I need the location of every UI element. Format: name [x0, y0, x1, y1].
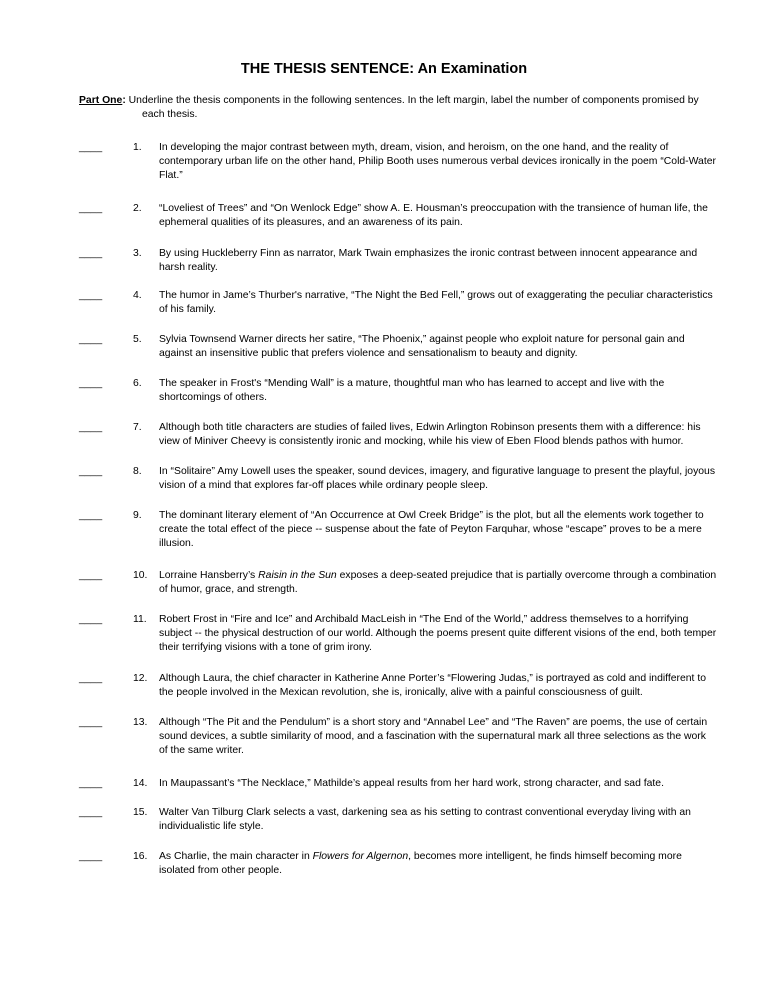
item-number: 8. — [133, 466, 142, 477]
answer-blank[interactable]: ____ — [79, 717, 103, 728]
thesis-sentence — [159, 613, 717, 655]
thesis-sentence — [159, 777, 717, 791]
answer-blank[interactable]: ____ — [79, 570, 103, 581]
sentence-text: “Loveliest of Trees” and “On Wenlock Edge” show A. E. Housman’s preoccupation with the transience of human life, the ephemeral qualities of its pleasures, and an awareness of its pain. — [159, 203, 708, 228]
item-number: 13. — [133, 717, 148, 728]
item-number: 2. — [133, 203, 142, 214]
answer-blank[interactable]: ____ — [79, 142, 103, 153]
thesis-sentence — [159, 672, 717, 700]
sentence-text: As Charlie, the main character in — [159, 851, 313, 862]
thesis-sentence — [159, 716, 717, 758]
item-number: 12. — [133, 673, 148, 684]
sentence-text: The speaker in Frost's “Mending Wall” is a mature, thoughtful man who has learned to accept and live with the shortcomings of others. — [159, 378, 665, 403]
sentence-text: In Maupassant’s “The Necklace,” Mathilde’s appeal results from her hard work, strong character, and sad fate. — [159, 778, 664, 789]
sentence-text-continued: exposes a deep-seated prejudice that is partially overcome through a combination of humor, grace, and strength. — [159, 570, 717, 595]
sentence-text: Although “The Pit and the Pendulum” is a short story and “Annabel Lee” and “The Raven” are poems, the use of certain sound devices, a subtle similarity of mood, and a fascination with the supernatural mark all three selections as the work of the same writer. — [159, 717, 708, 756]
part-label: Part One — [79, 95, 123, 106]
sentence-text: Sylvia Townsend Warner directs her satire, “The Phoenix,” against people who exploit nature for personal gain and against an insensitive public that prefers violence and sensationalism to beauty and dignity. — [159, 334, 685, 359]
answer-blank[interactable]: ____ — [79, 334, 103, 345]
answer-blank[interactable]: ____ — [79, 510, 103, 521]
answer-blank[interactable]: ____ — [79, 778, 103, 789]
item-number: 9. — [133, 510, 142, 521]
thesis-sentence — [159, 141, 717, 183]
sentence-text: Walter Van Tilburg Clark selects a vast, darkening sea as his setting to contrast conventional everyday living with an individualistic life style. — [159, 807, 691, 832]
answer-blank[interactable]: ____ — [79, 673, 103, 684]
answer-blank[interactable]: ____ — [79, 422, 103, 433]
instructions-line-2: each thesis. — [142, 109, 198, 120]
thesis-sentence — [159, 421, 717, 449]
thesis-sentence — [159, 377, 717, 405]
item-number: 3. — [133, 248, 142, 259]
thesis-sentence — [159, 509, 717, 551]
item-number: 11. — [133, 614, 147, 625]
part-one-instructions — [79, 94, 719, 122]
answer-blank[interactable]: ____ — [79, 248, 103, 259]
instructions-line-1: Underline the thesis components in the following sentences. In the left margin, label the number of components promised by — [125, 95, 699, 106]
sentence-text: In “Solitaire” Amy Lowell uses the speaker, sound devices, imagery, and figurative language to present the playful, joyous vision of a mind that explores far-off places while ordinary people sleep. — [159, 466, 716, 491]
thesis-sentence — [159, 333, 717, 361]
sentence-text: By using Huckleberry Finn as narrator, Mark Twain emphasizes the ironic contrast between innocent appearance and harsh reality. — [159, 248, 698, 273]
thesis-sentence — [159, 202, 717, 230]
answer-blank[interactable]: ____ — [79, 807, 103, 818]
sentence-text: Although both title characters are studies of failed lives, Edwin Arlington Robinson presents them with a difference: his view of Miniver Cheevy is consistently ironic and mocking, while his view of Eben Flood blends pathos with humor. — [159, 422, 701, 447]
item-number: 6. — [133, 378, 142, 389]
sentence-text: Robert Frost in “Fire and Ice” and Archibald MacLeish in “The End of the World,” address themselves to a horrifying subject -- the physical destruction of our world. Although the poems present quite different visions of the end, both temper their terrifying visions with a tone of grim irony. — [159, 614, 717, 653]
answer-blank[interactable]: ____ — [79, 614, 103, 625]
item-number: 5. — [133, 334, 142, 345]
item-number: 7. — [133, 422, 142, 433]
thesis-sentence — [159, 465, 717, 493]
item-number: 14. — [133, 778, 148, 789]
thesis-sentence — [159, 806, 717, 834]
thesis-sentence — [159, 850, 717, 878]
sentence-text: Lorraine Hansberry’s — [159, 570, 259, 581]
part-colon: : — [122, 95, 126, 106]
answer-blank[interactable]: ____ — [79, 378, 103, 389]
answer-blank[interactable]: ____ — [79, 203, 103, 214]
item-number: 1. — [133, 142, 142, 153]
sentence-text: In developing the major contrast between myth, dream, vision, and heroism, on the one hand, and the reality of contemporary urban life on the other hand, Philip Booth uses numerous verbal devices ironically in the poem “Cold-Water Flat.” — [159, 142, 716, 181]
item-number: 10. — [133, 570, 148, 581]
item-number: 16. — [133, 851, 148, 862]
work-title: Raisin in the Sun — [258, 570, 337, 581]
page-title: THE THESIS SENTENCE: An Examination — [240, 61, 528, 77]
answer-blank[interactable]: ____ — [79, 290, 103, 301]
work-title: Flowers for Algernon — [312, 851, 409, 862]
thesis-sentence — [159, 569, 717, 597]
sentence-text: Although Laura, the chief character in Katherine Anne Porter’s “Flowering Judas,” is portrayed as cold and indifferent to the people involved in the Mexican revolution, she is, ironically, alive with a painful consciousness of guilt. — [159, 673, 706, 698]
answer-blank[interactable]: ____ — [79, 851, 103, 862]
sentence-text-continued: , becomes more intelligent, he finds himself becoming more isolated from other people. — [159, 851, 682, 876]
sentence-text: The dominant literary element of “An Occurrence at Owl Creek Bridge” is the plot, but all the elements work together to create the total effect of the piece -- suspense about the fate of Peyton Farquhar, whose “escape” proves to be a mere illusion. — [159, 510, 704, 549]
item-number: 15. — [133, 807, 148, 818]
item-number: 4. — [133, 290, 142, 301]
thesis-sentence — [159, 289, 717, 317]
thesis-sentence — [159, 247, 717, 275]
answer-blank[interactable]: ____ — [79, 466, 103, 477]
sentence-text: The humor in Jame’s Thurber's narrative, “The Night the Bed Fell,” grows out of exaggerating the peculiar characteristics of his family. — [159, 290, 713, 315]
